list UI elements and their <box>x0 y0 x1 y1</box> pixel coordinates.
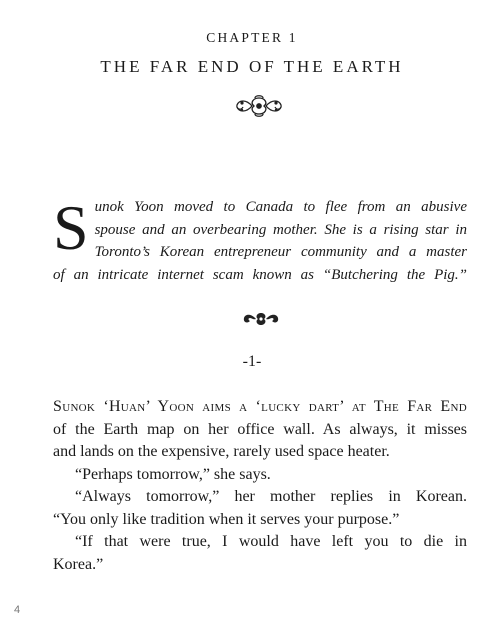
epigraph-line: unok Yoon moved to Canada to flee from an abusive <box>94 199 467 215</box>
chapter-label: CHAPTER 1 <box>206 30 298 45</box>
chapter-title: THE FAR END OF THE EARTH <box>100 57 404 76</box>
body-opening-line: Sunok ‘Huan’ Yoon aims a ‘lucky dart’ at The Far End <box>53 398 467 415</box>
epigraph-line: spouse and an overbearing mother. She is a rising star in <box>94 221 467 238</box>
body-line: Korea.” <box>53 555 104 573</box>
body-line: “You only like tradition when it serves your purpose.” <box>53 510 400 528</box>
epigraph-line: of an intricate internet scam known as “Butchering the Pig.” <box>53 266 467 283</box>
section-number: -1- <box>242 353 262 370</box>
chapter-epigraph <box>53 192 467 286</box>
epigraph-line: Toronto’s Korean entrepreneur community and a master <box>94 244 467 260</box>
body-line: “Always tomorrow,” her mother replies in Korean. <box>75 488 467 505</box>
page-number: 4 <box>14 604 21 616</box>
floral-ornament-icon <box>233 94 285 118</box>
body-line: and lands on the expensive, rarely used space heater. <box>53 443 390 460</box>
body-line: “Perhaps tomorrow,” she says. <box>75 465 271 483</box>
drop-cap: S <box>53 192 89 263</box>
body-line: “If that were true, I would have left you to die in <box>75 533 467 550</box>
body-line: of the Earth map on her office wall. As always, it misses <box>53 420 467 438</box>
chapter-body <box>53 396 467 576</box>
fleuron-ornament-icon <box>242 310 280 328</box>
